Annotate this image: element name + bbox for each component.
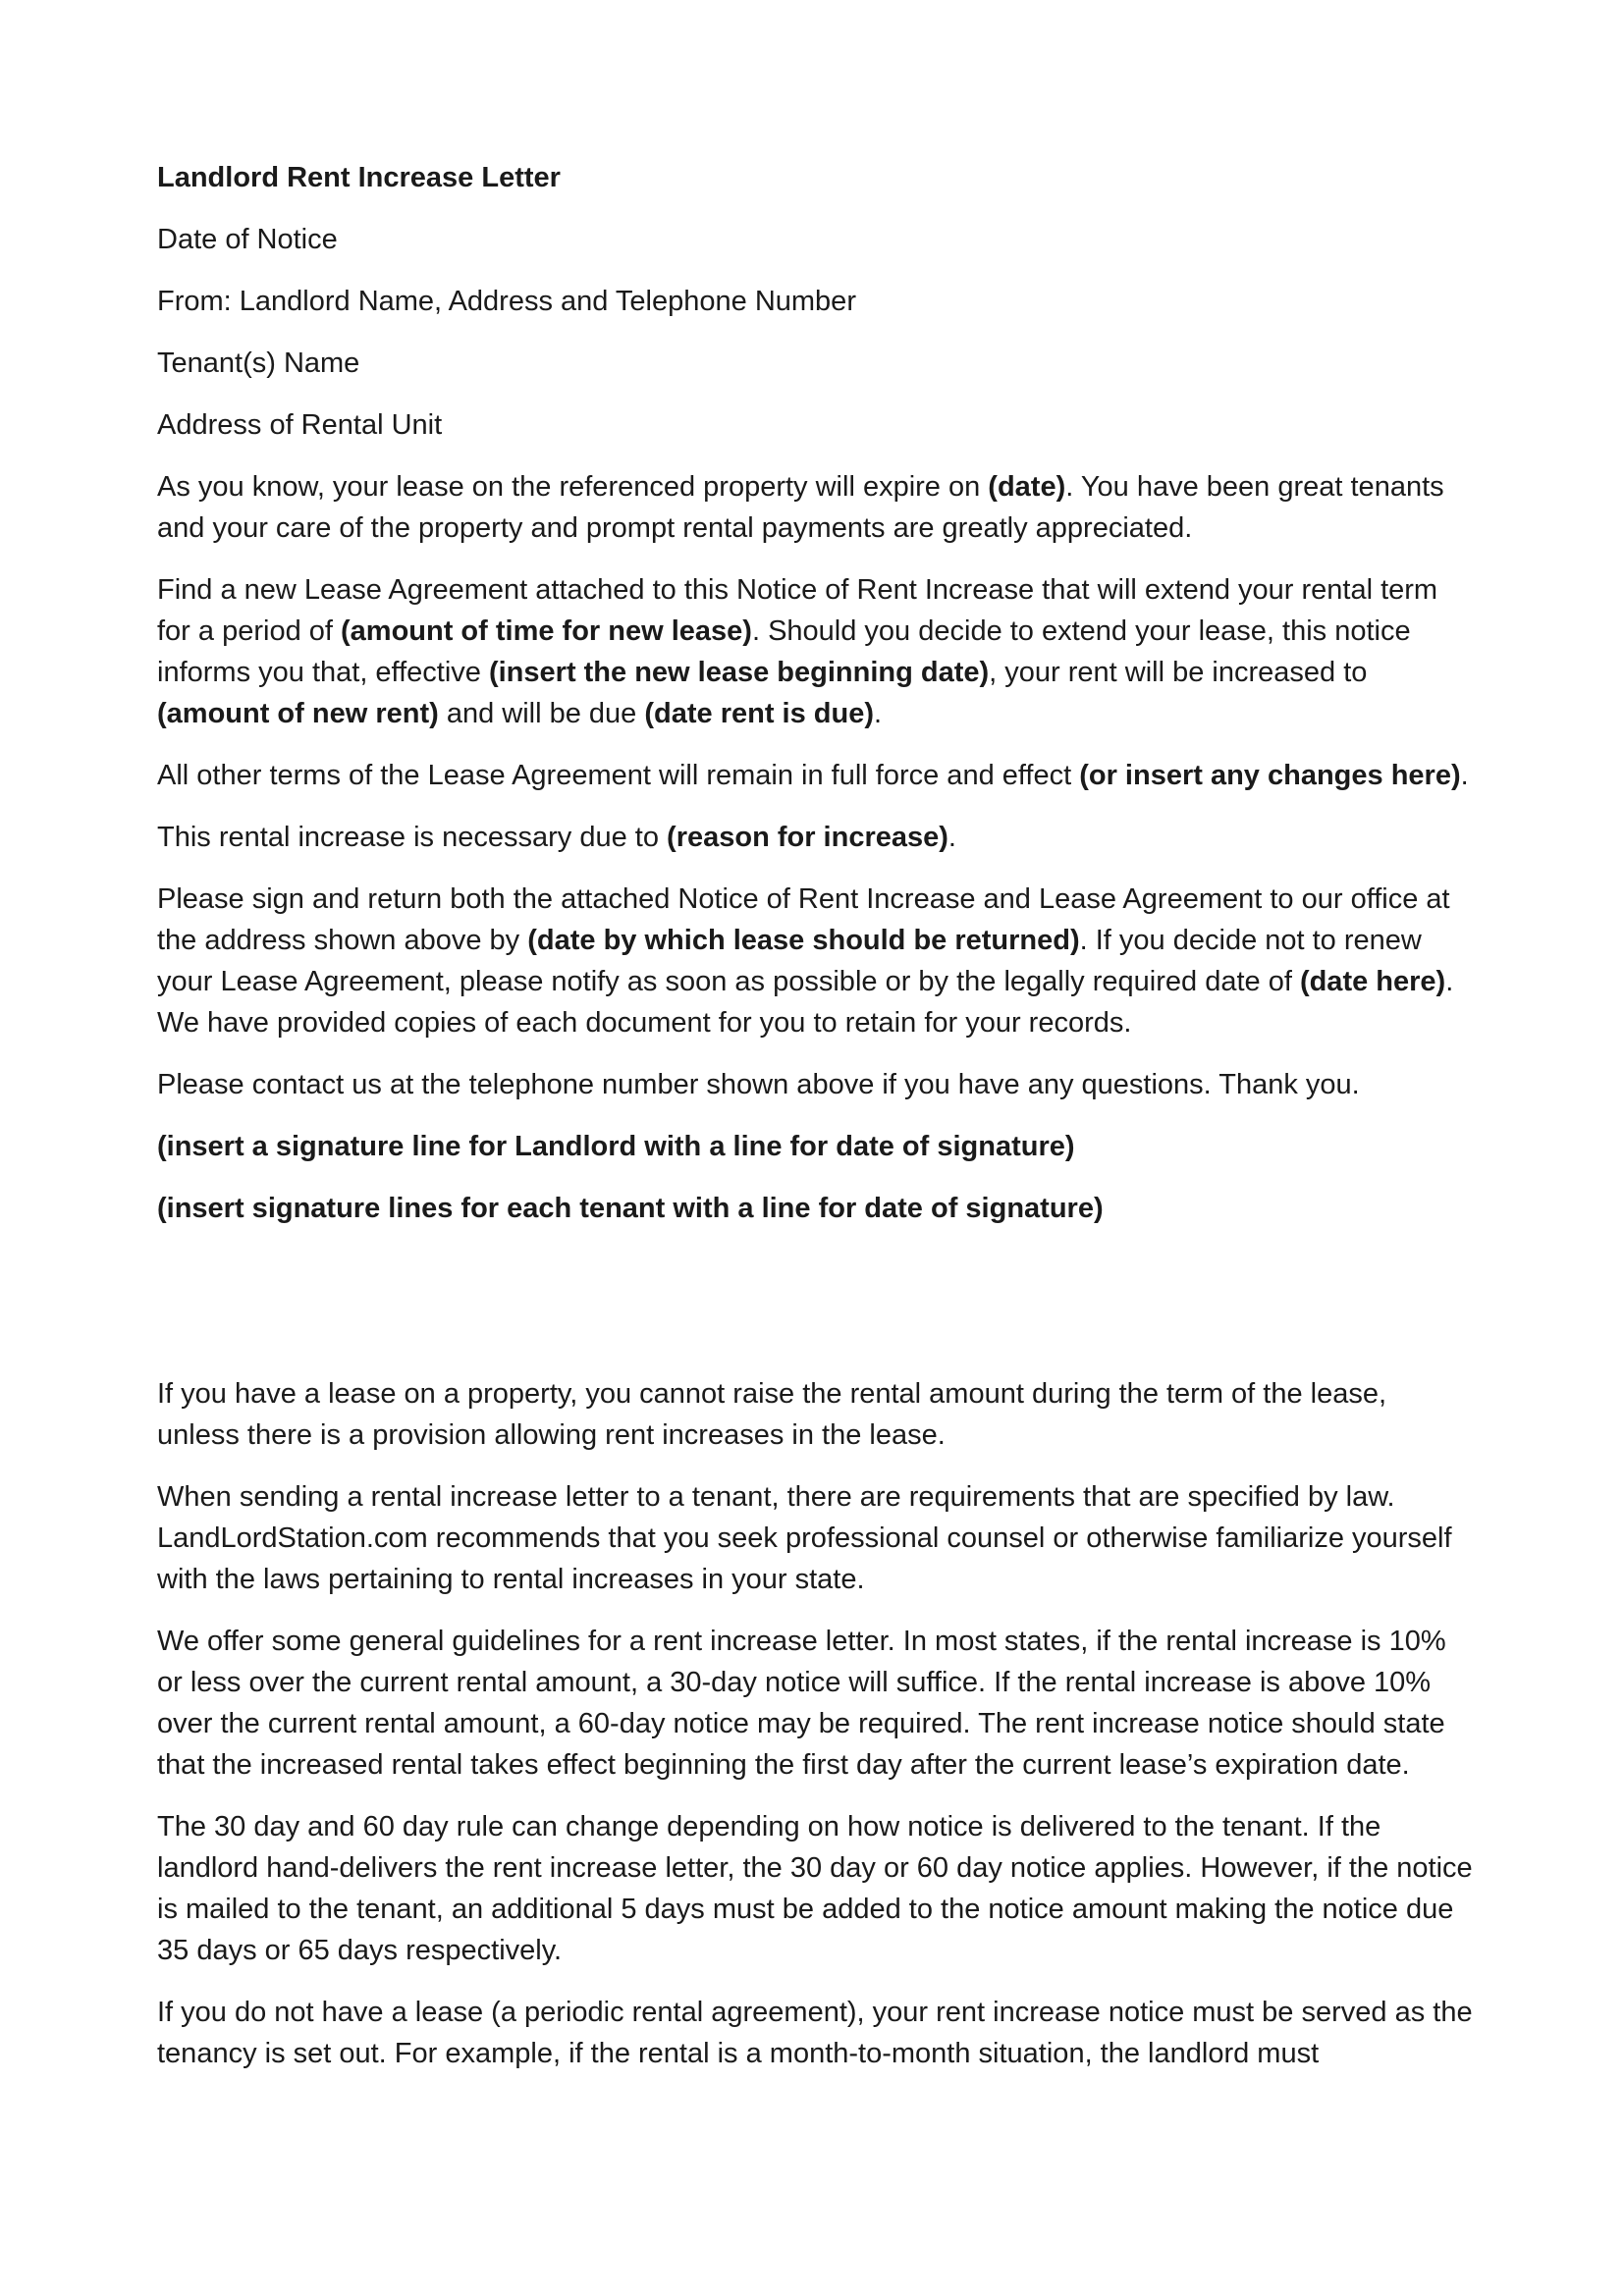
- info-paragraph-delivery: The 30 day and 60 day rule can change depending on how notice is delivered to the tenant. If the landlord hand-delivers the rent increase letter, the 30 day or 60 day notice applies. However, if the notice is mailed to the tenant, an additional 5 days must be added to the notice amount making the notice due 35 days or 65 days respectively.: [157, 1811, 1473, 1966]
- from-line: From: Landlord Name, Address and Telephone Number: [157, 286, 856, 317]
- rental-address-line: Address of Rental Unit: [157, 409, 443, 441]
- landlord-signature-instruction: (insert a signature line for Landlord with a line for date of signature): [157, 1131, 1075, 1162]
- info-paragraph-requirements: When sending a rental increase letter to a tenant, there are requirements that are specified by law. LandLordStation.com recommends that you seek professional counsel or otherwise familiarize yourself with the laws pertaining to rental increases in your state.: [157, 1481, 1452, 1595]
- new-lease-paragraph: Find a new Lease Agreement attached to this Notice of Rent Increase that will extend your rental term for a period of (amount of time for new lease). Should you decide to extend your lease, this notice informs you that, effective (insert the new lease beginning date), your rent will be increased to (amount of new rent) and will be due (date rent is due).: [157, 574, 1438, 729]
- date-of-notice: Date of Notice: [157, 224, 338, 255]
- other-terms-paragraph: All other terms of the Lease Agreement will remain in full force and effect (or insert any changes here).: [157, 760, 1469, 791]
- info-paragraph-periodic: If you do not have a lease (a periodic rental agreement), your rent increase notice must be served as the tenancy is set out. For example, if the rental is a month-to-month situation, the landlord must: [157, 1997, 1473, 2069]
- tenant-name-line: Tenant(s) Name: [157, 347, 360, 379]
- info-paragraph-guidelines: We offer some general guidelines for a rent increase letter. In most states, if the rental increase is 10% or less over the current rental amount, a 30-day notice will suffice. If the rental increase is above 10% over the current rental amount, a 60-day notice may be required. The rent increase notice should state that the increased rental takes effect beginning the first day after the current lease’s expiration date.: [157, 1626, 1446, 1781]
- contact-paragraph: Please contact us at the telephone number shown above if you have any questions. Thank you.: [157, 1069, 1360, 1100]
- info-paragraph-lease-term: If you have a lease on a property, you cannot raise the rental amount during the term of the lease, unless there is a provision allowing rent increases in the lease.: [157, 1378, 1387, 1451]
- letter-title: Landlord Rent Increase Letter: [157, 162, 561, 193]
- lease-expiry-paragraph: As you know, your lease on the referenced property will expire on (date). You have been great tenants and your care of the property and prompt rental payments are greatly appreciated.: [157, 471, 1444, 544]
- tenant-signature-instruction: (insert signature lines for each tenant with a line for date of signature): [157, 1193, 1104, 1224]
- reason-paragraph: This rental increase is necessary due to (reason for increase).: [157, 822, 956, 853]
- section-spacer: [157, 1250, 1473, 1373]
- document-page: [157, 157, 1473, 2095]
- sign-return-paragraph: Please sign and return both the attached Notice of Rent Increase and Lease Agreement to our office at the address shown above by (date by which lease should be returned). If you decide not to renew your Lease Agreement, please notify as soon as possible or by the legally required date of (date here). We have provided copies of each document for you to retain for your records.: [157, 883, 1454, 1039]
